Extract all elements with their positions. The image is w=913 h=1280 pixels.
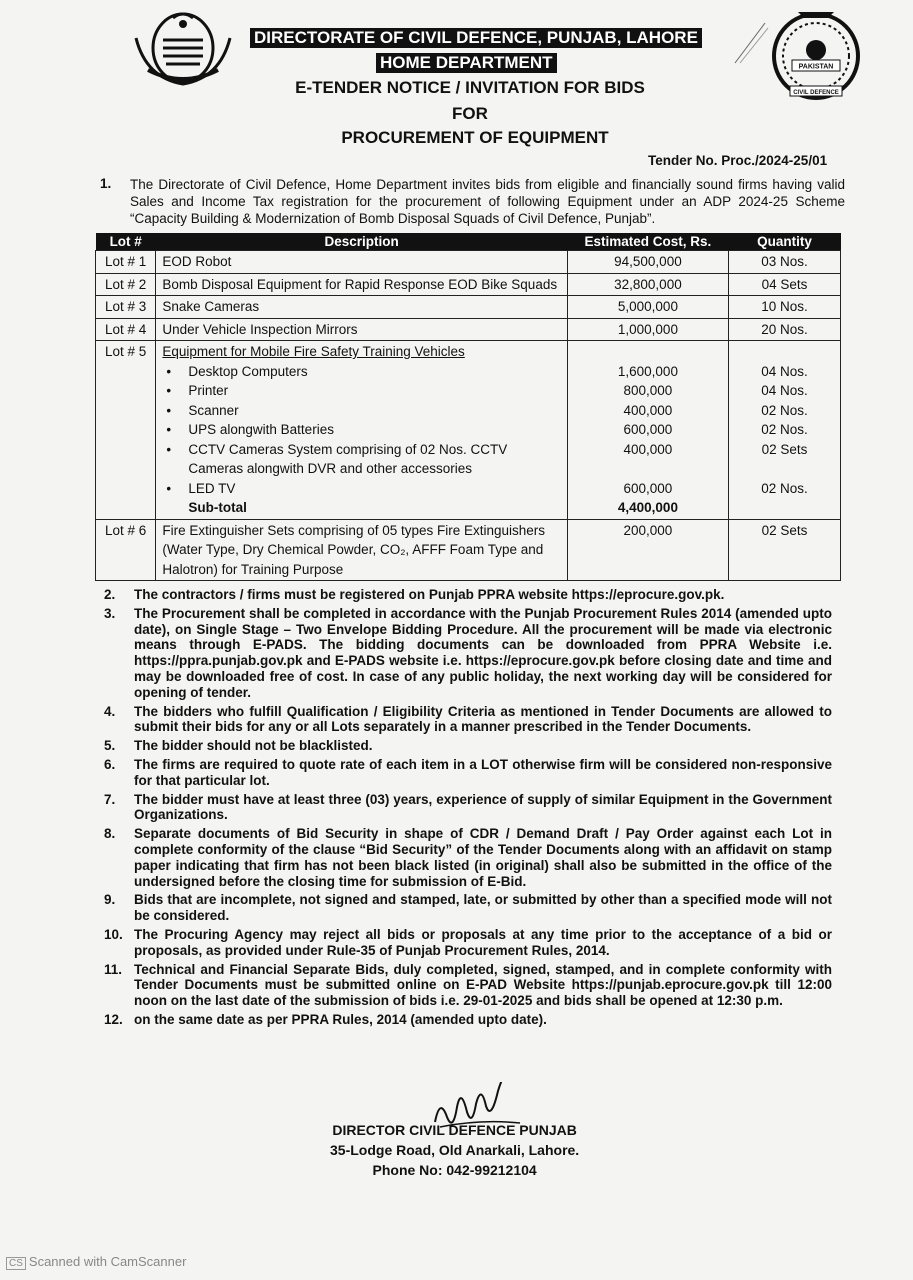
lot-cell: Lot # 3 [96,296,156,319]
item-cost: 800,000 [623,383,673,398]
item-cost: 400,000 [623,441,673,457]
item-qty: 02 Nos. [761,402,808,418]
emblem-text-pakistan: PAKISTAN [798,63,834,71]
desc-cell: Bomb Disposal Equipment for Rapid Response EOD Bike Squads [156,273,567,296]
qty-cell: 02 Sets [729,519,841,581]
clause-number: 2. [104,587,116,602]
clause-number: 9. [104,892,116,908]
clause-number: 7. [104,791,116,807]
clause-number: 11. [104,961,123,977]
qty-cell: 04 Sets [729,273,841,296]
clause [104,704,832,736]
clauses-list [104,587,832,1031]
clause-text: on the same date as per PPRA Rules, 2014 (amended upto date). [134,1011,547,1027]
cost-cell: 5,000,000 [567,296,728,319]
table-row-lot6 [96,519,841,581]
clause [104,927,832,959]
civil-defence-emblem-icon [768,6,864,107]
for-label: FOR [452,104,488,123]
lot-cell: Lot # 1 [96,251,156,274]
qty-cell [729,341,841,520]
clause-text: The Procuring Agency may reject all bids or proposals at any time prior to the acceptance of a bid or proposals, as provided under Rule-35 of Punjab Procurement Rules, 2014. [134,926,832,958]
desc-cell: EOD Robot [156,251,567,274]
clause-text: The contractors / firms must be registered on Punjab PPRA website https://eprocure.gov.pk. [134,587,725,602]
clause-number: 6. [104,756,116,772]
lot-cell: Lot # 6 [96,519,156,581]
clause [104,792,832,824]
item-qty: 02 Sets [761,441,808,457]
list-item: • Scanner [162,401,560,421]
item-cost: 600,000 [623,422,673,437]
item-cost: 600,000 [623,480,673,496]
notice-title: E-TENDER NOTICE / INVITATION FOR BIDS [295,78,645,97]
col-lot: Lot # [96,233,156,251]
clause-text: Technical and Financial Separate Bids, duly completed, signed, stamped, and in complete conformity with Tender Documents must be submitted online on E-PAD Website https://punjab.eprocure.gov.pk till 12:00 noon on the last date of the submission of bids i.e. 29-01-2025 and bids shall be opened at 12:30 p.m. [134,961,832,1009]
desc-cell: Snake Cameras [156,296,567,319]
desc-cell [156,341,567,520]
item-cost: 400,000 [623,402,673,418]
item-qty: 02 Nos. [761,422,808,437]
clause [104,606,832,701]
signatory-phone: Phone No: 042-99212104 [372,1162,537,1178]
table-row [96,318,841,341]
cost-cell: 94,500,000 [567,251,728,274]
clause-text: The Procurement shall be completed in accordance with the Punjab Procurement Rules 2014 (amended upto date), on Single Stage – Two Envelope Bidding Procedure. All the procurement will be made via electronic means through E-PADS. The bidding documents can be downloaded from PPRA Website i.e. https://ppra.punjab.gov.pk and E-PADS website i.e. https://eprocure.gov.pk before closing date and time and may be downloaded free of cost. In case of any public holiday, the next working day will be considered for opening of tender. [134,605,832,700]
signature-block [330,1120,579,1180]
org-title: DIRECTORATE OF CIVIL DEFENCE, PUNJAB, LAHORE [250,28,702,48]
clause-text: The firms are required to quote rate of each item in a LOT otherwise firm will be considered non-responsive for that particular lot. [134,756,832,788]
clause [104,826,832,889]
clause-number: 4. [104,703,116,719]
clause-text: The bidder should not be blacklisted. [134,738,373,754]
dept-title: HOME DEPARTMENT [376,53,557,73]
subtotal-value: 4,400,000 [617,500,678,515]
emblem-text-civil-defence: CIVIL DEFENCE [793,90,839,96]
list-item: • UPS alongwith Batteries [162,420,560,440]
item-qty: 04 Nos. [761,363,808,379]
qty-cell: 10 Nos. [729,296,841,319]
list-item: • Printer [162,381,560,401]
intro-number: 1. [100,176,112,191]
item-qty: 04 Nos. [761,383,808,398]
desc-cell: Fire Extinguisher Sets comprising of 05 types Fire Extinguishers (Water Type, Dry Chemical Powder, CO₂, AFFF Foam Type and Halotron) for Training Purpose [156,519,567,581]
signatory-title: DIRECTOR CIVIL DEFENCE PUNJAB [332,1122,577,1138]
clause [104,1012,832,1028]
cost-cell: 32,800,000 [567,273,728,296]
clause [104,587,832,603]
clause [104,757,832,789]
col-cost: Estimated Cost, Rs. [567,233,728,251]
subject-title: PROCUREMENT OF EQUIPMENT [341,128,609,147]
pen-mark-icon [730,18,770,73]
lot-cell: Lot # 4 [96,318,156,341]
scanner-watermark [6,1254,186,1270]
table-row [96,296,841,319]
clause-text: Bids that are incomplete, not signed and stamped, late, or submitted by other than a specified mode will not be considered. [134,892,832,924]
clause-text: Separate documents of Bid Security in shape of CDR / Demand Draft / Pay Order against each Lot in complete conformity of the clause “Bid Security” of the Tender Documents along with an affidavit on stamp paper indicating that firm has not been black listed (in original) shall also be submitted in the office of the undersigned before the closing time for submission of E-Bid. [134,826,832,889]
desc-cell: Under Vehicle Inspection Mirrors [156,318,567,341]
cost-cell [567,341,728,520]
clause-number: 5. [104,738,116,754]
table-row-lot5 [96,341,841,520]
col-quantity: Quantity [729,233,841,251]
clause [104,892,832,924]
list-item: • Desktop Computers [162,362,560,382]
signatory-address: 35-Lodge Road, Old Anarkali, Lahore. [330,1142,580,1158]
tender-number: Tender No. Proc./2024-25/01 [648,153,828,168]
subtotal-label: Sub-total [188,500,247,515]
lots-table [95,233,841,581]
item-cost: 1,600,000 [617,363,678,379]
clause-number: 10. [104,926,123,942]
clause [104,962,832,1009]
clause-number: 3. [104,605,116,621]
table-row [96,273,841,296]
cost-cell: 1,000,000 [567,318,728,341]
qty-cell: 20 Nos. [729,318,841,341]
lot5-items [162,362,560,499]
clause-number: 12. [104,1011,123,1027]
lot5-title: Equipment for Mobile Fire Safety Training Vehicles [162,344,465,359]
clause-number: 8. [104,826,116,842]
table-row [96,251,841,274]
cost-cell: 200,000 [567,519,728,581]
lot-cell: Lot # 2 [96,273,156,296]
intro-paragraph: The Directorate of Civil Defence, Home Department invites bids from eligible and financially sound firms having valid Sales and Income Tax registration for the procurement of following Equipment under an ADP 2024-25 Scheme “Capacity Building & Modernization of Bomb Disposal Squads of Civil Defence, Punjab”. [130,177,845,226]
list-item: • CCTV Cameras System comprising of 02 Nos. CCTV Cameras alongwith DVR and other accessories [162,440,560,479]
camscanner-icon: CS [6,1257,26,1270]
table-header-row [96,233,841,251]
item-qty: 02 Nos. [761,480,808,496]
clause [104,738,832,754]
list-item: • LED TV [162,479,560,499]
lot-cell: Lot # 5 [96,341,156,520]
qty-cell: 03 Nos. [729,251,841,274]
clause-text: The bidder must have at least three (03) years, experience of supply of similar Equipment in the Government Organizations. [134,791,832,823]
clause-text: The bidders who fulfill Qualification / Eligibility Criteria as mentioned in Tender Documents are allowed to submit their bids for any or all Lots separately in a manner prescribed in the Tender Documents. [134,703,832,735]
punjab-emblem-icon [128,8,238,93]
col-description: Description [156,233,567,251]
scanner-text: Scanned with CamScanner [28,1254,187,1269]
